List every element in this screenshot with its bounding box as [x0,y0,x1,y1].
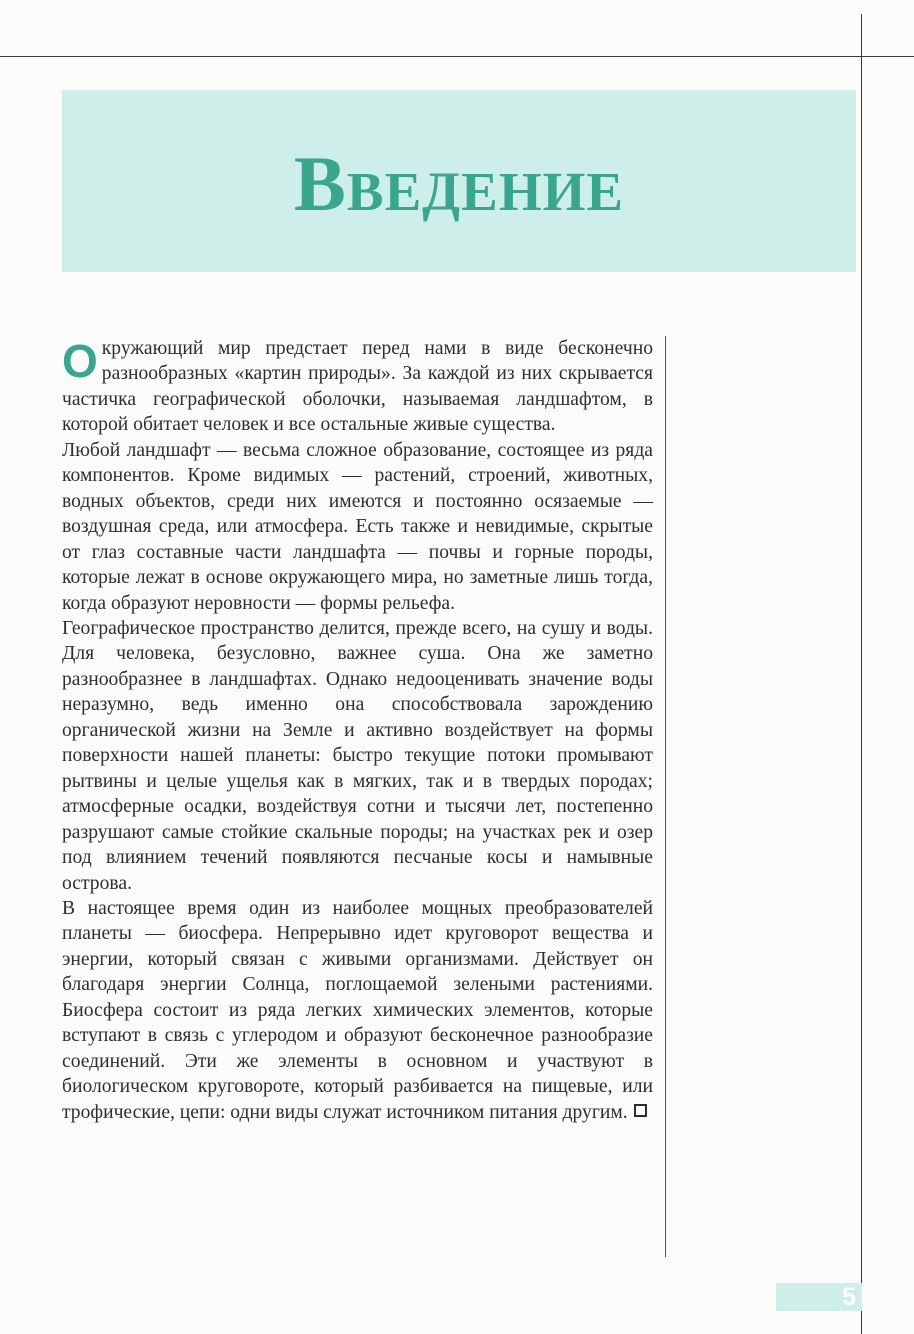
paragraph: Любой ландшафт — весьма сложное образование, состоящее из ряда компонентов. Кроме видимых — растений, строений, животных, водных объектов, среди них имеются и постоянно осязаемые — воздушная среда, или атмосфера. Есть также и невидимые, скрытые от глаз составные части ландшафта — почвы и горные породы, которые лежат в основе окружающего мира, но заметные лишь тогда, когда образуют неровности — формы рельефа. [62,439,653,614]
top-rule [0,56,914,57]
paragraph-text: В настоящее время один из наиболее мощных преобразователей планеты — биосфера. Непрерывно идет круговорот вещества и энергии, который связан с живыми организмами. Действует он благодаря энергии Солнца, поглощаемой зелеными растениями. Биосфера состоит из ряда легких химических элементов, которые вступают в связь с углеродом и образуют бесконечное разнообразие соединений. Эти же элементы в основном и участвуют в биологическом круговороте, который разбивается на пищевые, или трофические, цепи: одни виды служат источником питания другим. [62,897,653,1123]
page-number: 5 [842,1283,856,1311]
column-rule [665,336,666,1257]
right-margin-rule [861,14,862,1334]
paragraph [62,896,653,1125]
paragraph [62,336,653,438]
title-band [62,90,856,272]
page-title: Введение [293,140,625,227]
paragraph-text: кружающий мир предстает перед нами в виде бесконечно разнообразных «картин природы». За каждой из них скрывается частичка географической оболочки, называемая ландшафтом, в которой обитает человек и все остальные живые существа. [62,338,653,436]
end-of-text-icon [634,1104,647,1117]
paragraph: Географическое пространство делится, прежде всего, на сушу и воды. Для человека, безусловно, важнее суша. Она же заметно разнообразнее в ландшафтах. Однако недооценивать значение воды неразумно, ведь именно она способствовала зарождению органической жизни на Земле и активно воздействует на формы поверхности нашей планеты: быстро текущие потоки промывают рытвины и целые ущелья как в мягких, так и в твердых породах; атмосферные осадки, воздействуя сотни и тысячи лет, постепенно разрушают самые стойкие скальные породы; на участках рек и озер под влиянием течений появляются песчаные косы и намывные острова. [62,617,653,894]
page-number-tab [776,1283,862,1311]
drop-cap: О [62,335,98,387]
body-text [62,336,653,1125]
